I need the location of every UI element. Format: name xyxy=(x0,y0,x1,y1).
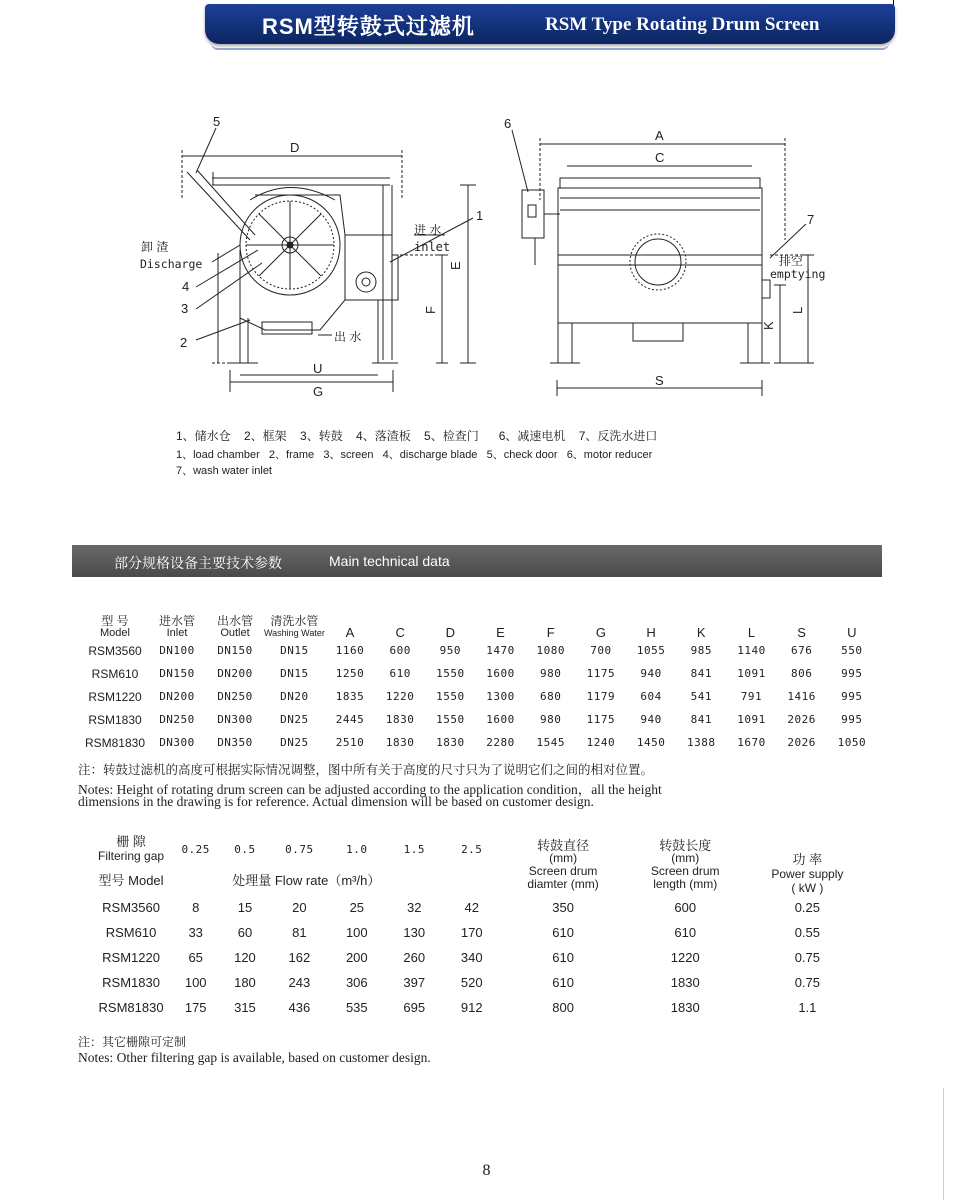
label-3: 3 xyxy=(181,301,189,316)
model-label: 型号 Model xyxy=(98,872,164,888)
value-cell: 1250 xyxy=(335,667,365,680)
inlet-cn: 进 水 xyxy=(414,223,442,237)
note-1-en-2: dimensions in the drawing is for reference. Actual dimension will be based on customer design. xyxy=(78,794,594,809)
table-row xyxy=(90,995,870,1020)
value-cell: 535 xyxy=(345,1000,368,1015)
value-cell: 541 xyxy=(690,690,712,703)
header-cell: K xyxy=(696,625,706,640)
header-cell: G xyxy=(595,625,606,640)
emptying-en: emptying xyxy=(770,267,826,281)
value-cell: 980 xyxy=(540,667,562,680)
value-cell: 162 xyxy=(288,950,311,965)
page-number: 8 xyxy=(482,1162,491,1179)
value-cell: 1416 xyxy=(787,690,816,703)
header-cell: L xyxy=(747,625,756,640)
table-row xyxy=(90,970,870,995)
dim-L: L xyxy=(790,306,805,314)
dim-E: E xyxy=(448,261,463,270)
value-cell: 1160 xyxy=(335,644,365,657)
table-row xyxy=(90,920,870,945)
value-cell: 1550 xyxy=(436,667,465,680)
value-cell: 1179 xyxy=(586,690,616,703)
page-edge-rule xyxy=(943,1088,944,1200)
value-cell: 1175 xyxy=(586,713,616,726)
outlet-cn: 出 水 xyxy=(334,330,362,344)
dim-K: K xyxy=(761,321,776,330)
value-cell: 0.55 xyxy=(794,925,821,940)
value-cell: 130 xyxy=(403,925,426,940)
value-cell: DN200 xyxy=(159,690,195,703)
model-cell: RSM1830 xyxy=(88,712,142,727)
note-1-cn: 注：转鼓过滤机的高度可根据实际情况调整，图中所有关于高度的尺寸只为了说明它们之间的相对位置。 xyxy=(78,763,654,777)
value-cell: 995 xyxy=(841,667,863,680)
value-cell: 806 xyxy=(790,667,813,680)
value-cell: 980 xyxy=(540,713,562,726)
label-5: 5 xyxy=(213,114,221,129)
model-cell: RSM1220 xyxy=(88,689,142,704)
model-cell: RSM3560 xyxy=(102,900,160,915)
value-cell: 315 xyxy=(234,1000,256,1015)
value-cell: 1091 xyxy=(737,713,766,726)
note-1-en-1: Notes: Height of rotating drum screen can be adjusted according to the application condition，all the height xyxy=(78,782,662,797)
value-cell: 520 xyxy=(460,975,483,990)
gap-value: 1.0 xyxy=(346,842,368,856)
model-cell: RSM81830 xyxy=(98,1000,164,1015)
model-cell: RSM610 xyxy=(105,925,157,940)
value-cell: 950 xyxy=(439,644,462,657)
value-cell: 700 xyxy=(590,644,612,657)
value-cell: 2445 xyxy=(335,713,365,726)
value-cell: 1091 xyxy=(737,667,766,680)
dim-D: D xyxy=(290,140,300,155)
value-cell: DN250 xyxy=(159,713,195,726)
value-cell: DN15 xyxy=(280,667,309,680)
value-cell: 676 xyxy=(790,644,813,657)
value-cell: DN300 xyxy=(217,713,253,726)
table1-body xyxy=(82,639,877,754)
value-cell: 2026 xyxy=(787,736,816,749)
value-cell: 306 xyxy=(345,975,368,990)
value-cell: 1830 xyxy=(670,975,700,990)
value-cell: 120 xyxy=(234,950,256,965)
value-cell: 1830 xyxy=(385,736,415,749)
value-cell: 15 xyxy=(237,900,253,915)
value-cell: 32 xyxy=(407,900,422,915)
table2-body xyxy=(90,895,870,1020)
value-cell: DN100 xyxy=(159,644,195,657)
drawing-front-view xyxy=(500,110,850,400)
section-bar xyxy=(72,545,882,577)
value-cell: 1055 xyxy=(636,644,666,657)
value-cell: 2026 xyxy=(787,713,816,726)
header-cell: S xyxy=(797,625,806,640)
emptying-cn: 排空 xyxy=(779,254,804,268)
value-cell: 610 xyxy=(389,667,411,680)
value-cell: 985 xyxy=(690,644,712,657)
label-2: 2 xyxy=(180,335,188,350)
value-cell: 340 xyxy=(460,950,483,965)
value-cell: 1300 xyxy=(486,690,515,703)
table-row xyxy=(82,639,877,662)
model-cell: RSM3560 xyxy=(88,643,142,658)
value-cell: 260 xyxy=(403,950,426,965)
gap-header-row xyxy=(90,835,870,863)
value-cell: 1388 xyxy=(687,736,716,749)
flow-rate-table xyxy=(90,835,870,1020)
gap-value: 0.5 xyxy=(234,842,256,856)
model-cell: RSM1830 xyxy=(102,975,160,990)
value-cell: DN300 xyxy=(159,736,195,749)
value-cell: DN20 xyxy=(280,690,309,703)
header-cell: 清洗水管 Washing Water xyxy=(264,614,325,638)
value-cell: 170 xyxy=(460,925,483,940)
value-cell: 180 xyxy=(234,975,256,990)
header-cell: F xyxy=(546,625,555,640)
value-cell: 600 xyxy=(674,900,697,915)
value-cell: 8 xyxy=(192,900,200,915)
value-cell: 1080 xyxy=(536,644,565,657)
value-cell: 1.1 xyxy=(798,1000,817,1015)
legend-en-1: 1、load chamber 2、frame 3、screen 4、discharge blade 5、check door 6、motor reducer xyxy=(176,449,653,461)
value-cell: 680 xyxy=(540,690,562,703)
value-cell: 25 xyxy=(349,900,365,915)
value-cell: 20 xyxy=(292,900,307,915)
value-cell: 1670 xyxy=(737,736,766,749)
label-4: 4 xyxy=(182,279,190,294)
value-cell: 1835 xyxy=(335,690,365,703)
dim-C: C xyxy=(655,150,665,165)
value-cell: 0.75 xyxy=(794,950,821,965)
section-title-en: Main technical data xyxy=(329,553,450,569)
header-cell: H xyxy=(646,625,656,640)
gap-label: 栅 隙 Filtering gap xyxy=(98,834,165,863)
inlet-en: inlet xyxy=(414,240,451,254)
note-2-cn: 注：其它栅隙可定制 xyxy=(78,1035,187,1049)
value-cell: 33 xyxy=(188,925,203,940)
value-cell: 610 xyxy=(552,975,574,990)
value-cell: 800 xyxy=(552,1000,574,1015)
value-cell: 1830 xyxy=(385,713,415,726)
flow-rate-label: 处理量 Flow rate（m³/h） xyxy=(232,872,381,888)
value-cell: 0.75 xyxy=(794,975,821,990)
value-cell: 610 xyxy=(674,925,697,940)
value-cell: DN25 xyxy=(280,736,309,749)
note-2-en: Notes: Other filtering gap is available, based on customer design. xyxy=(78,1050,431,1065)
value-cell: 60 xyxy=(237,925,253,940)
value-cell: DN150 xyxy=(159,667,195,680)
value-cell: 610 xyxy=(552,950,574,965)
value-cell: 42 xyxy=(464,900,479,915)
discharge-en: Discharge xyxy=(140,257,203,271)
value-cell: 550 xyxy=(841,644,863,657)
table-header-row xyxy=(82,603,877,639)
value-cell: 600 xyxy=(389,644,411,657)
value-cell: DN250 xyxy=(217,690,253,703)
value-cell: 940 xyxy=(640,713,662,726)
gap-value: 2.5 xyxy=(461,842,483,856)
dim-S: S xyxy=(655,373,664,388)
value-cell: 1050 xyxy=(837,736,867,749)
value-cell: 397 xyxy=(403,975,426,990)
value-cell: 1545 xyxy=(536,736,565,749)
table-row xyxy=(82,708,877,731)
table-row xyxy=(82,685,877,708)
value-cell: 604 xyxy=(640,690,662,703)
table-row xyxy=(82,731,877,754)
value-cell: 350 xyxy=(552,900,574,915)
value-cell: 2280 xyxy=(486,736,515,749)
value-cell: DN15 xyxy=(280,644,309,657)
gap-value: 1.5 xyxy=(403,842,425,856)
value-cell: 1140 xyxy=(737,644,766,657)
header-cell: A xyxy=(345,625,355,640)
value-cell: 1550 xyxy=(436,690,465,703)
label-7: 7 xyxy=(807,212,815,227)
drawing-side-view xyxy=(130,110,510,410)
model-cell: RSM81830 xyxy=(84,735,146,750)
section-title-cn: 部分规格设备主要技术参数 xyxy=(114,555,282,571)
value-cell: 1550 xyxy=(436,713,465,726)
value-cell: 200 xyxy=(345,950,368,965)
header-cell: U xyxy=(847,625,857,640)
value-cell: 841 xyxy=(690,713,712,726)
value-cell: 1600 xyxy=(486,713,515,726)
model-cell: RSM610 xyxy=(91,666,139,681)
header-cell: C xyxy=(395,625,405,640)
dim-G: G xyxy=(313,384,324,399)
dim-U: U xyxy=(313,361,323,376)
value-cell: DN25 xyxy=(280,713,309,726)
table-row xyxy=(90,945,870,970)
value-cell: 995 xyxy=(841,690,863,703)
value-cell: 81 xyxy=(292,925,307,940)
value-cell: 1220 xyxy=(670,950,700,965)
title-cn: RSM型转鼓式过滤机 xyxy=(262,14,475,39)
value-cell: 1240 xyxy=(586,736,616,749)
header-cell: D xyxy=(445,625,456,640)
value-cell: 243 xyxy=(288,975,311,990)
value-cell: 100 xyxy=(345,925,368,940)
value-cell: DN200 xyxy=(217,667,253,680)
main-technical-table xyxy=(82,603,877,754)
value-cell: 1450 xyxy=(636,736,666,749)
header-cell: 进水管 Inlet xyxy=(158,614,195,639)
value-cell: 436 xyxy=(288,1000,311,1015)
value-cell: 1175 xyxy=(586,667,616,680)
value-cell: 940 xyxy=(640,667,662,680)
table-row xyxy=(82,662,877,685)
gap-value: 0.25 xyxy=(181,842,210,856)
header-cell: 出水管 Outlet xyxy=(216,614,253,639)
gap-value: 0.75 xyxy=(285,842,314,856)
value-cell: 695 xyxy=(403,1000,426,1015)
value-cell: 65 xyxy=(188,950,203,965)
value-cell: 1600 xyxy=(486,667,515,680)
value-cell: 995 xyxy=(841,713,863,726)
value-cell: 791 xyxy=(740,690,763,703)
diameter-header: 转鼓直径 (mm) Screen drum diamter (mm) xyxy=(527,838,599,891)
value-cell: 175 xyxy=(184,1000,207,1015)
value-cell: DN150 xyxy=(217,644,253,657)
value-cell: DN350 xyxy=(217,736,253,749)
legend-cn: 1、储水仓 2、框架 3、转鼓 4、落渣板 5、检查门 6、减速电机 7、反洗水进口 xyxy=(176,429,658,443)
dim-A: A xyxy=(655,128,664,143)
dim-F: F xyxy=(423,306,438,314)
value-cell: 1220 xyxy=(385,690,415,703)
value-cell: 1470 xyxy=(486,644,515,657)
label-6: 6 xyxy=(504,116,512,131)
table-row xyxy=(90,895,870,920)
value-cell: 0.25 xyxy=(794,900,821,915)
label-1: 1 xyxy=(476,208,484,223)
value-cell: 610 xyxy=(552,925,574,940)
value-cell: 841 xyxy=(690,667,712,680)
value-cell: 1830 xyxy=(436,736,465,749)
length-header: 转鼓长度 (mm) Screen drum length (mm) xyxy=(650,838,720,891)
value-cell: 100 xyxy=(184,975,207,990)
header-cell: E xyxy=(496,625,505,640)
model-cell: RSM1220 xyxy=(102,950,160,965)
value-cell: 912 xyxy=(460,1000,483,1015)
title-en: RSM Type Rotating Drum Screen xyxy=(545,14,820,35)
value-cell: 2510 xyxy=(335,736,365,749)
header-cell: 型 号 Model xyxy=(100,614,130,639)
power-header: 功 率 Power supply ( kW ) xyxy=(771,852,844,895)
legend-en-2: 7、wash water inlet xyxy=(176,465,272,477)
value-cell: 1830 xyxy=(670,1000,700,1015)
discharge-cn: 卸 渣 xyxy=(141,240,169,254)
